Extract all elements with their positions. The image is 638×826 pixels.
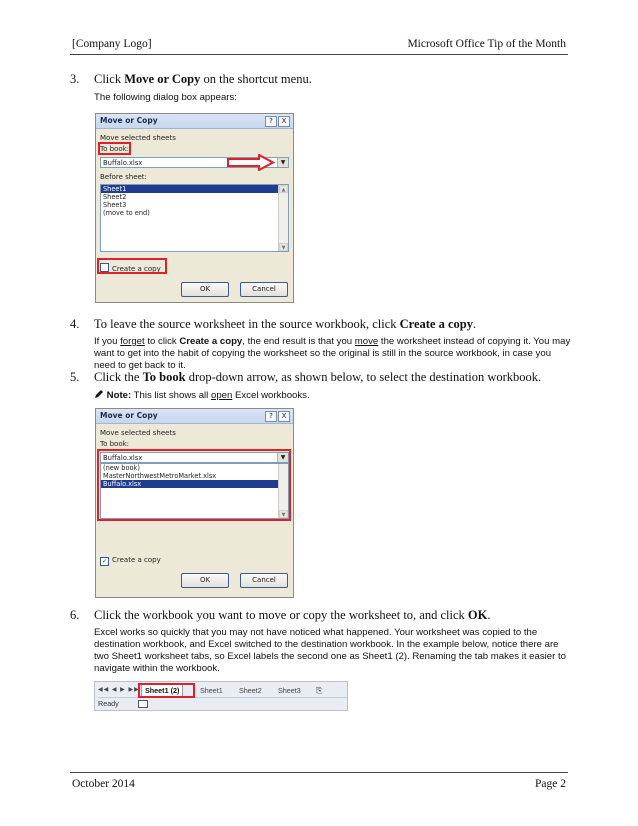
tab-sheet2[interactable]: Sheet2: [239, 686, 262, 695]
before-sheet-list[interactable]: [100, 184, 289, 252]
step-3-body: The following dialog box appears:: [94, 92, 237, 103]
tab-nav-arrows-icon[interactable]: ◀◀ ◀ ▶ ▶▶: [98, 687, 140, 693]
ok-button[interactable]: OK: [181, 282, 229, 297]
status-ready: Ready: [98, 699, 119, 708]
step-6: 6. Click the workbook you want to move or copy the worksheet to, and click OK.: [70, 608, 491, 622]
company-logo-placeholder: [Company Logo]: [72, 38, 152, 50]
dropdown-arrow-icon[interactable]: ▼: [277, 453, 288, 462]
move-or-copy-dialog-dropdown: [95, 408, 294, 598]
list-item[interactable]: (move to end): [103, 209, 150, 217]
step-3: 3. Click Move or Copy on the shortcut menu.: [70, 72, 312, 86]
tab-sheet1[interactable]: Sheet1: [200, 686, 223, 695]
highlight-sheet1-2-tab: [138, 683, 195, 698]
highlight-create-copy: [97, 258, 167, 274]
dropdown-arrow-icon[interactable]: ▼: [277, 158, 288, 167]
status-bar: [98, 697, 347, 709]
to-book-value: Buffalo.xlsx: [103, 159, 143, 167]
page-footer: [70, 772, 568, 793]
highlight-to-book-label: [98, 142, 131, 155]
ok-button[interactable]: OK: [181, 573, 229, 588]
list-scrollbar[interactable]: [278, 185, 288, 251]
close-button[interactable]: X: [278, 116, 290, 127]
red-arrow-icon: [227, 154, 275, 171]
footer-date: October 2014: [72, 778, 135, 790]
to-book-label: To book:: [100, 440, 130, 448]
list-item[interactable]: MasterNorthwestMetroMarket.xlsx: [103, 472, 217, 480]
tab-sheet3[interactable]: Sheet3: [278, 686, 301, 695]
step-5-note: Note: This list shows all open Excel workbooks.: [94, 389, 574, 402]
list-item[interactable]: (new book): [103, 464, 140, 472]
sheet-tab-strip: [94, 681, 348, 711]
step-5: 5. Click the To book drop-down arrow, as shown below, to select the destination workbook.: [70, 370, 542, 384]
list-item[interactable]: Sheet2: [103, 193, 127, 201]
step-6-body: Excel works so quickly that you may not have noticed what happened. Your worksheet was copied to the destination workbook, and Excel switched to the destination workbook. In the example below, notice there are two Sheet1 worksheet tabs, so Excel labels the second one as Sheet1 (2). Renaming the tab makes it easier to navigate within the workbook.: [94, 627, 566, 674]
page-header: [70, 36, 568, 55]
page-number: Page 2: [535, 778, 566, 790]
cancel-button[interactable]: Cancel: [240, 282, 288, 297]
checkbox-box[interactable]: ✓: [101, 558, 108, 565]
pencil-icon: [94, 389, 104, 399]
highlight-dropdown-list: [97, 449, 291, 521]
to-book-value: Buffalo.xlsx: [103, 454, 143, 462]
move-selected-sheets-label: Move selected sheets: [100, 429, 176, 437]
cancel-button[interactable]: Cancel: [240, 573, 288, 588]
close-button[interactable]: X: [278, 411, 290, 422]
header-title: Microsoft Office Tip of the Month: [407, 38, 566, 50]
move-or-copy-dialog: [95, 113, 294, 303]
insert-sheet-icon[interactable]: ⎘: [316, 686, 323, 695]
scroll-up-icon[interactable]: ▲: [279, 185, 288, 193]
tab-sheet1-2[interactable]: Sheet1 (2): [141, 685, 183, 697]
macro-record-icon[interactable]: [138, 700, 148, 708]
create-copy-checkbox[interactable]: ✓ Create a copy: [101, 556, 161, 565]
scroll-down-icon[interactable]: ▼: [279, 243, 288, 251]
to-book-label: To book:: [100, 145, 130, 153]
dialog-titlebar: [96, 114, 293, 129]
list-item[interactable]: Sheet1: [101, 185, 288, 193]
help-button[interactable]: ?: [265, 116, 277, 127]
dialog-title: Move or Copy: [100, 411, 158, 420]
before-sheet-label: Before sheet:: [100, 173, 147, 181]
help-button[interactable]: ?: [265, 411, 277, 422]
dialog-titlebar: [96, 409, 293, 424]
step-4: 4. To leave the source worksheet in the source workbook, click Create a copy.: [70, 317, 477, 331]
scroll-down-icon[interactable]: ▼: [279, 510, 288, 518]
move-selected-sheets-label: Move selected sheets: [100, 134, 176, 142]
step-4-body: If you forget to click Create a copy, the end result is that you move the worksheet instead of copying it. You may want to get into the habit of copying the worksheet so the original is still in the source workbook, in case you need to get back to it.: [94, 336, 571, 371]
list-item[interactable]: Buffalo.xlsx: [101, 480, 288, 488]
dialog-title: Move or Copy: [100, 116, 158, 125]
list-item[interactable]: Sheet3: [103, 201, 127, 209]
create-copy-checkbox[interactable]: Create a copy: [100, 263, 161, 273]
